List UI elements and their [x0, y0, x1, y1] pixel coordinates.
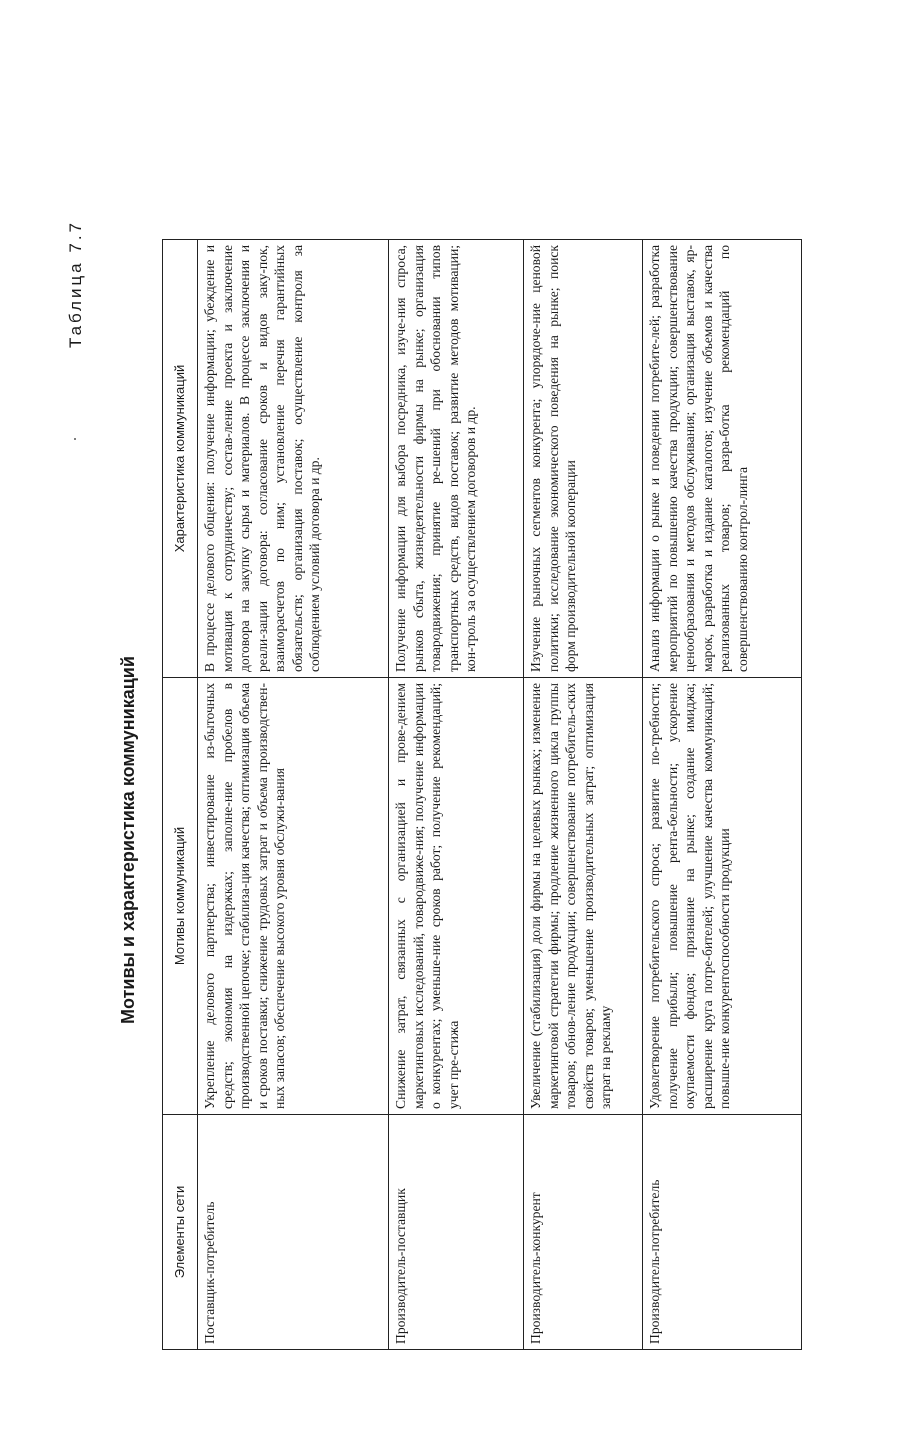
table-row [389, 240, 524, 1350]
table-number-label: Таблица 7.7 [66, 220, 85, 349]
cell-motives: Удовлетворение потребительского спроса; развитие по-требности; получение прибыли; повышение рента-бельности; ускорение окупаемости фондов; признание на рынке; создание имиджа; расширение круга потре-бителей; улучшение качества коммуникаций; повыше-ние конкурентоспособности продукции [643, 678, 802, 1115]
table-header-row [163, 240, 198, 1350]
table-row [198, 240, 389, 1350]
motives-table [162, 239, 802, 1350]
column-header-elements: Элементы сети [163, 1115, 198, 1350]
table-title: Мотивы и характеристика коммуникаций [118, 656, 138, 1024]
cell-element: Производитель-потребитель [643, 1115, 802, 1350]
cell-characteristics: Анализ информации о рынке и поведении потребите-лей; разработка мероприятий по повышению качества продукции; совершенствование ценообразования и методов обслуживания; организация выставок, яр-марок, разработка и издание каталогов; изучение объемов и качества реализованных товаров; разра-ботка рекомендаций по совершенствованию контрол-линга [643, 240, 802, 678]
cell-motives: Увеличение (стабилизация) доли фирмы на целевых рынках; изменение маркетинговой стратегии фирмы; продление жизненного цикла группы товаров; обнов-ление продукции; совершенствование потребитель-ских свойств товаров; уменьшение производительных затрат; оптимизация затрат на рекламу [524, 678, 643, 1115]
table-row [524, 240, 643, 1350]
scan-speck [74, 438, 76, 440]
cell-characteristics: В процессе делового общения: получение информации; убеждение и мотивация к сотрудничеству; состав-ление проекта и заключение договора на закупку сырья и материалов. В процессе заключения и реали-зации договора: согласование сроков и видов заку-пок, взаиморасчетов по ним; установление перечня гарантийных обязательств; организация поставок; осуществление контроля за соблюдением условий договора и др. [198, 240, 389, 678]
cell-characteristics: Изучение рыночных сегментов конкурента; упорядоче-ние ценовой политики; исследование экономического поведения на рынке; поиск форм производительной кооперации [524, 240, 643, 678]
column-header-characteristics: Характеристика коммуникаций [163, 240, 198, 678]
table-row [643, 240, 802, 1350]
cell-motives: Укрепление делового партнерства; инвестирование из-быточных средств; экономия на издержках; заполне-ние пробелов в производственной цепочке; стабилиза-ция качества; оптимизация объема и сроков поставки; снижение трудовых затрат и объема производствен-ных запасов; обеспечение высокого уровня обслужи-вания [198, 678, 389, 1115]
cell-element: Производитель-конкурент [524, 1115, 643, 1350]
cell-characteristics: Получение информации для выбора посредника, изуче-ния спроса, рынков сбыта, жизнедеятельности фирмы на рынке; организация товародвижения; принятие ре-шений при обосновании типов транспортных средств, видов поставок; развитие методов мотивации; кон-троль за осуществлением договоров и др. [389, 240, 524, 678]
cell-element: Производитель-поставщик [389, 1115, 524, 1350]
column-header-motives: Мотивы коммуникаций [163, 678, 198, 1115]
cell-element: Поставщик-потребитель [198, 1115, 389, 1350]
cell-motives: Снижение затрат, связанных с организацией и прове-дением маркетинговых исследований, товародвиже-ния; получение информации о конкурентах; уменьше-ние сроков работ; получение рекомендаций; учет пре-стижа [389, 678, 524, 1115]
